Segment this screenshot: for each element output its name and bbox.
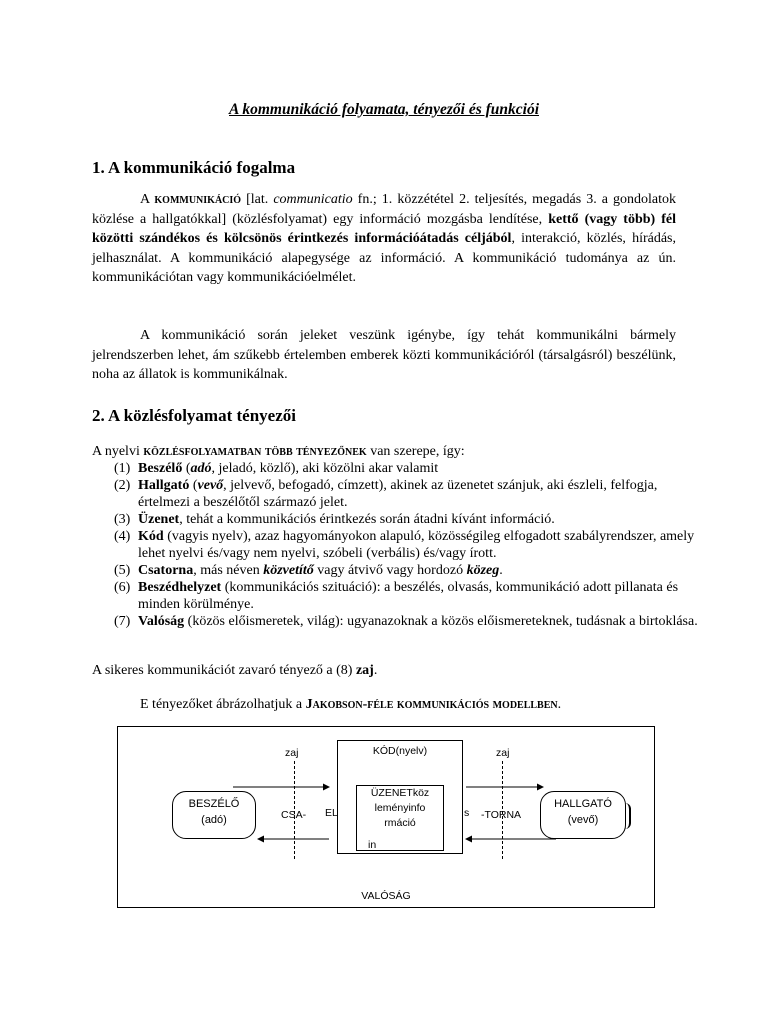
- factor-item-speaker: (1) Beszélő (adó, jeladó, közlő), aki közölni akar valamit: [114, 461, 439, 476]
- page-title: A kommunikáció folyamata, tényezői és funkciói: [229, 101, 539, 118]
- noise-line: A sikeres kommunikációt zavaró tényező a (8) zaj.: [92, 663, 378, 678]
- factors-intro: A nyelvi közlésfolyamatban több tényezőnek van szerepe, így:: [92, 444, 465, 459]
- reality-label: VALÓSÁG: [361, 890, 411, 902]
- message-fragment-in: in: [368, 839, 377, 851]
- factors-list: [114, 460, 698, 630]
- factor-item-message: (3) Üzenet, tehát a kommunikációs érintkezés során átadni kívánt információ.: [114, 512, 555, 527]
- factor-item-situation: (6) Beszédhelyzet (kommunikációs szituáció): a beszélés, olvasás, kommunikáció adott pillanata és minden körülménye.: [114, 580, 679, 612]
- channel-label-left: CSA-: [281, 809, 307, 821]
- channel-label-right: -TORNA: [481, 809, 522, 821]
- listener-box-shadow: [625, 803, 631, 829]
- code-label: KÓD(nyelv): [372, 745, 428, 757]
- jakobson-line: E tényezőket ábrázolhatjuk a Jakobson-féle kommunikációs modellben.: [140, 697, 562, 712]
- channel-fragment-s: s: [464, 807, 470, 819]
- jakobson-diagram: [117, 726, 655, 908]
- signs-paragraph: A kommunikáció során jeleket veszünk igénybe, így tehát kommunikálni bármely jelrendszerben lehet, ám szűkebb értelemben emberek közti kommunikációról (társalgásról) beszélünk, noha az állatok is kommunikálnak.: [92, 328, 676, 382]
- speaker-box: BESZÉLŐ (adó): [172, 791, 256, 839]
- factor-item-listener: (2) Hallgató (vevő, jelvevő, befogadó, címzett), akinek az üzenetet szánjuk, aki észleli, felfogja, értelmezi a beszélőtől származó jelet.: [114, 478, 658, 510]
- factor-item-channel: (5) Csatorna, más néven közvetítő vagy átvivő vagy hordozó közeg.: [114, 563, 503, 578]
- message-box: ÜZENETköz leményinfo rmáció: [356, 785, 444, 851]
- section1-heading: 1. A kommunikáció fogalma: [92, 158, 296, 177]
- channel-fragment-el: EL: [325, 807, 338, 819]
- factor-item-reality: (7) Valóság (közös előismeretek, világ): ugyanazoknak a közös előismereteknek, tudásnak a birtoklása.: [114, 614, 698, 629]
- code-box: [337, 740, 463, 854]
- noise-label-left: zaj: [285, 747, 299, 759]
- noise-label-right: zaj: [496, 747, 510, 759]
- definition-paragraph: A kommunikáció [lat. communicatio fn.; 1. közzététel 2. teljesítés, megadás 3. a gondolatok közlése a hallgatókkal] (közlésfolyamat) egy információ mozgásba lendítése, kettő (vagy több) fél közötti szándékos és kölcsönös érintkezés információátadás céljából, interakció, közlés, hírádás, jelhasználat. A kommunikáció alapegysége az információ. A kommunikáció tudománya az ún. kommunikációtan vagy kommunikációelmélet.: [92, 192, 677, 285]
- listener-box: HALLGATÓ (vevő): [540, 791, 626, 839]
- factor-item-code: (4) Kód (vagyis nyelv), azaz hagyományokon alapuló, közösségileg elfogadott szabályrendszer, amely lehet nyelvi és/vagy nem nyelvi, szóbeli (verbális) és/vagy írott.: [114, 529, 695, 561]
- section2-heading: 2. A közlésfolyamat tényezői: [92, 406, 296, 425]
